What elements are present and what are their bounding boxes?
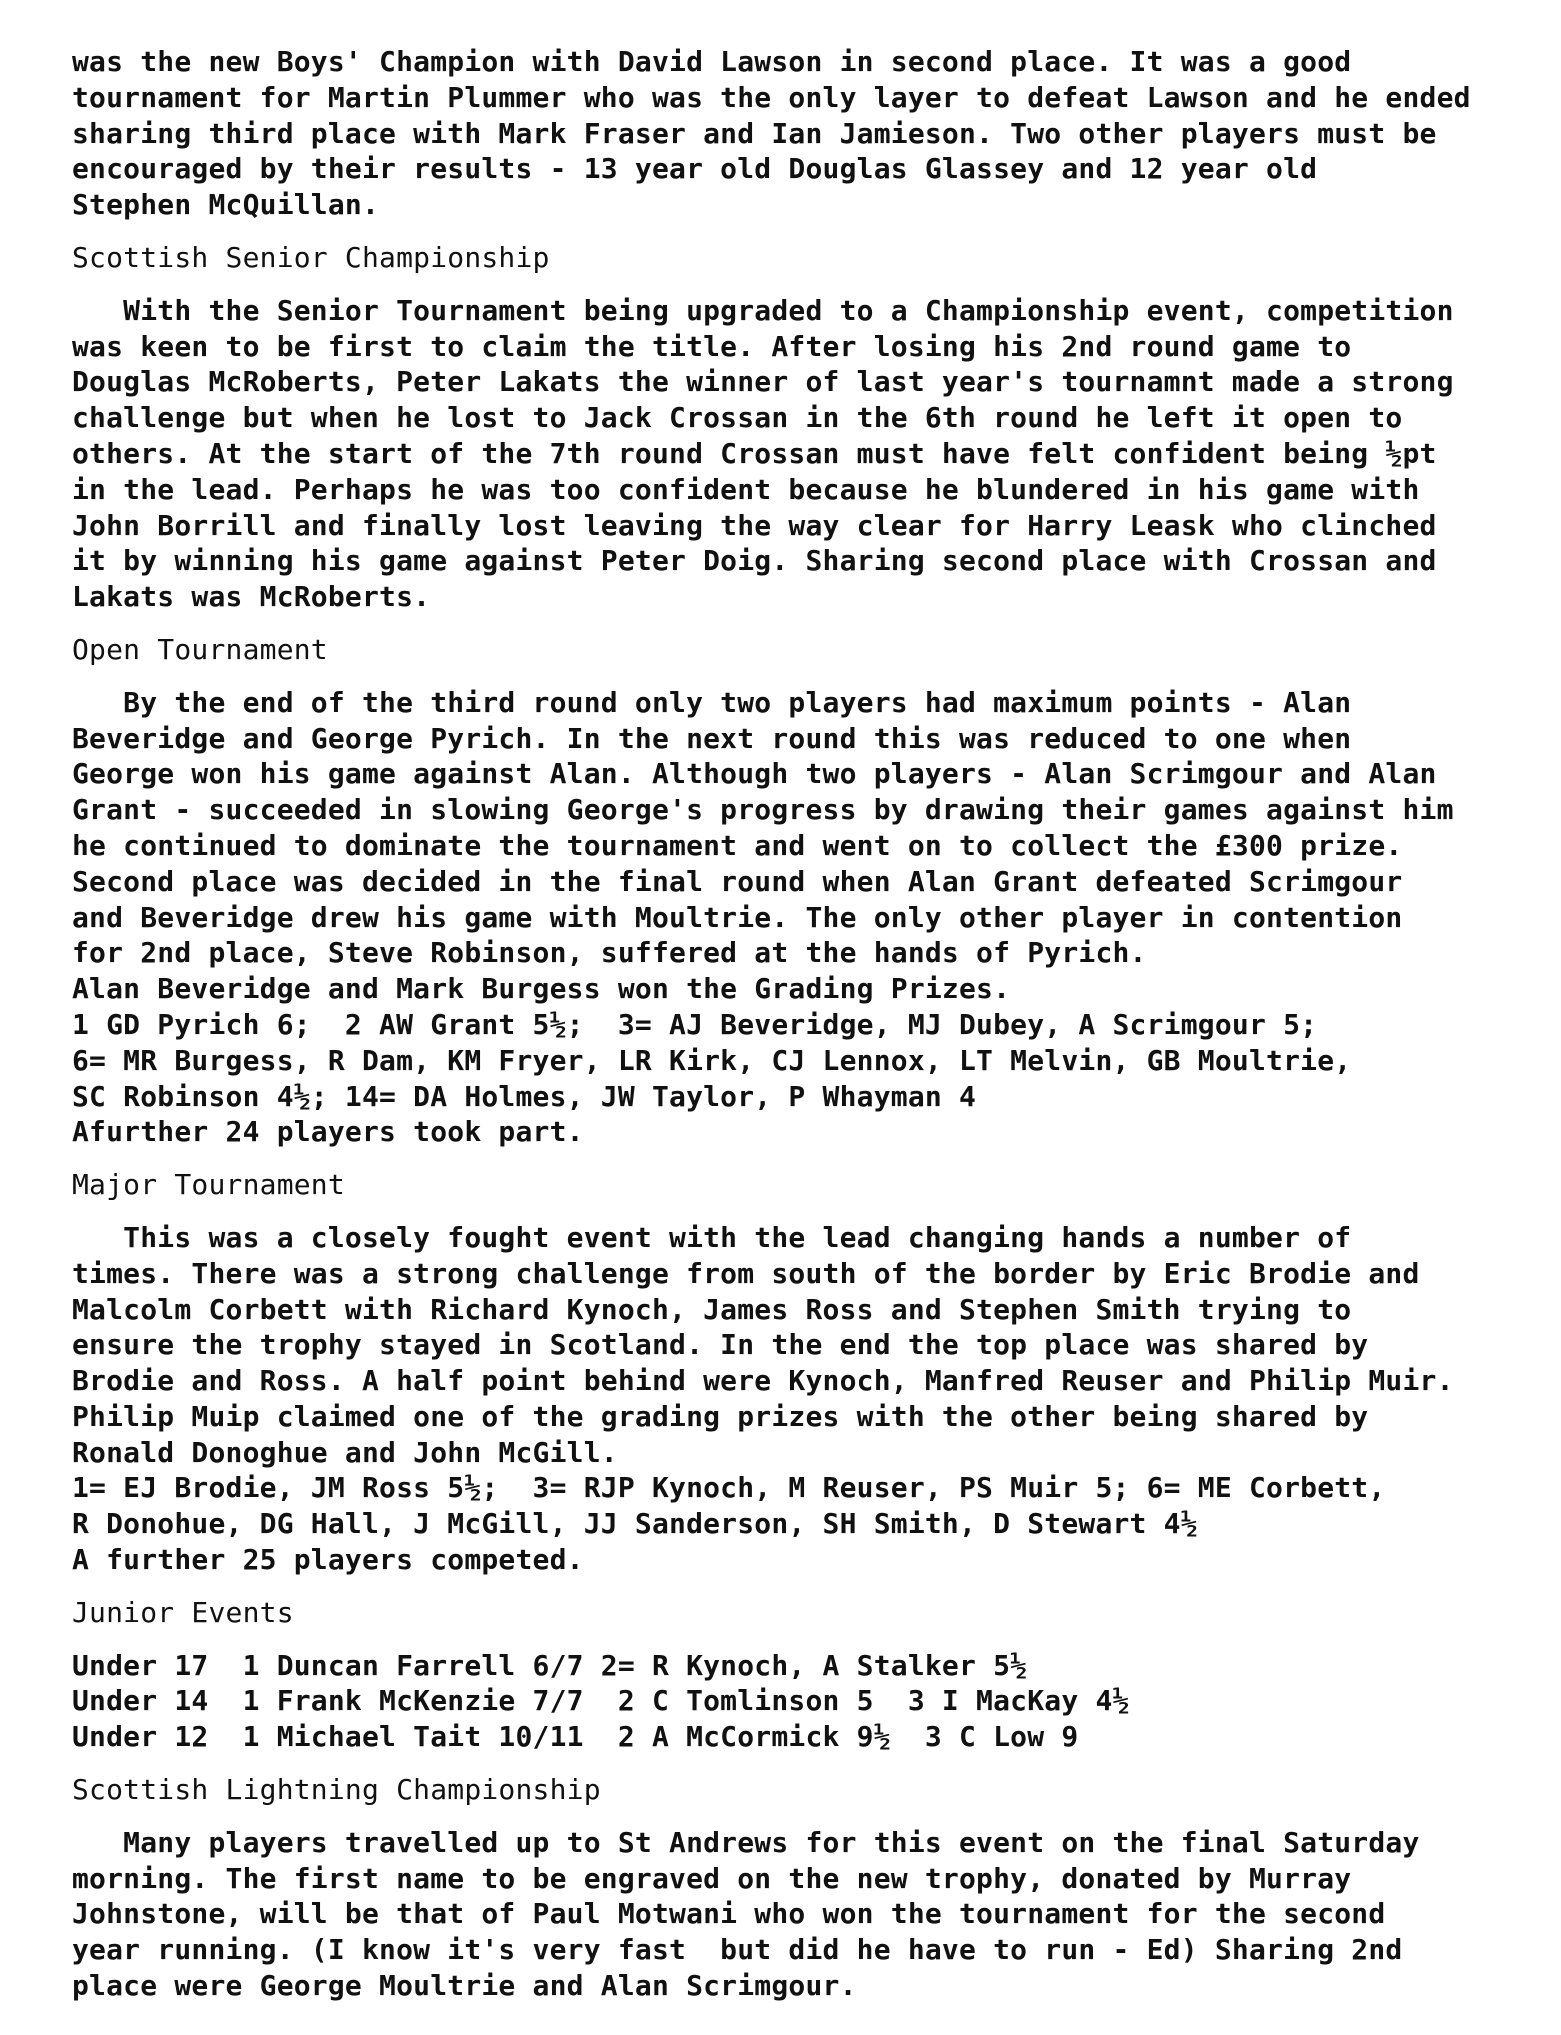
text-line: George won his game against Alan. Although two players - Alan Scrimgour and Alan — [72, 757, 1437, 791]
text-line: Beveridge and George Pyrich. In the next round this was reduced to one when — [72, 721, 1352, 755]
text-line: Grant - succeeded in slowing George's progress by drawing their games against him — [72, 793, 1454, 827]
text-line: encouraged by their results - 13 year old Douglas Glassey and 12 year old — [72, 152, 1318, 186]
text-line: tournament for Martin Plummer who was the only layer to defeat Lawson and he ended — [72, 80, 1471, 114]
result-line: Under 17 1 Duncan Farrell 6/7 2= R Kynoch, A Stalker 5½ — [72, 1648, 1028, 1682]
text-line: Douglas McRoberts, Peter Lakats the winner of last year's tournamnt made a strong — [72, 365, 1454, 399]
text-line: he continued to dominate the tournament and went on to collect the £300 prize. — [72, 828, 1403, 862]
result-line: 1= EJ Brodie, JM Ross 5½; 3= RJP Kynoch, M Reuser, PS Muir 5; 6= ME Corbett, — [72, 1471, 1386, 1505]
section-heading-major: Major Tournament — [72, 1168, 345, 1202]
text-line: for 2nd place, Steve Robinson, suffered at the hands of Pyrich. — [72, 936, 1147, 970]
section-heading-senior: Scottish Senior Championship — [72, 240, 550, 274]
text-line: times. There was a strong challenge from south of the border by Eric Brodie and — [72, 1256, 1420, 1290]
text-line: place were George Moultrie and Alan Scrimgour. — [72, 1969, 857, 2003]
result-line: R Donohue, DG Hall, J McGill, JJ Sanderson, SH Smith, D Stewart 4½ — [72, 1507, 1198, 1541]
text-line: Johnstone, will be that of Paul Motwani who won the tournament for the second — [72, 1897, 1386, 1931]
section-heading-lightning: Scottish Lightning Championship — [72, 1773, 601, 1807]
text-line: By the end of the third round only two players had maximum points - Alan — [72, 685, 1352, 719]
text-line: Ronald Donoghue and John McGill. — [72, 1435, 618, 1469]
text-line: Philip Muip claimed one of the grading prizes with the other being shared by — [72, 1399, 1369, 1433]
text-line: With the Senior Tournament being upgraded to a Championship event, competition — [72, 293, 1454, 327]
section-heading-junior: Junior Events — [72, 1595, 294, 1629]
text-line: in the lead. Perhaps he was too confident because he blundered in his game with — [72, 472, 1420, 506]
text-line: challenge but when he lost to Jack Crossan in the 6th round he left it open to — [72, 401, 1403, 435]
text-line: This was a closely fought event with the lead changing hands a number of — [72, 1220, 1352, 1254]
text-line: year running. (I know it's very fast but did he have to run - Ed) Sharing 2nd — [72, 1933, 1403, 1967]
text-line: sharing third place with Mark Fraser and Ian Jamieson. Two other players must be — [72, 116, 1437, 150]
text-line: ensure the trophy stayed in Scotland. In the end the top place was shared by — [72, 1328, 1369, 1362]
text-line: Lakats was McRoberts. — [72, 580, 431, 614]
text-line: others. At the start of the 7th round Crossan must have felt confident being ½pt — [72, 436, 1437, 470]
text-line: Second place was decided in the final round when Alan Grant defeated Scrimgour — [72, 864, 1403, 898]
result-line: 6= MR Burgess, R Dam, KM Fryer, LR Kirk, CJ Lennox, LT Melvin, GB Moultrie, — [72, 1043, 1352, 1077]
text-line: was keen to be first to claim the title. After losing his 2nd round game to — [72, 329, 1352, 363]
result-line: 1 GD Pyrich 6; 2 AW Grant 5½; 3= AJ Beveridge, MJ Dubey, A Scrimgour 5; — [72, 1007, 1318, 1041]
senior-paragraph — [72, 293, 1512, 615]
junior-results — [72, 1648, 1512, 1755]
text-line: Stephen McQuillan. — [72, 188, 380, 222]
text-line: was the new Boys' Champion with David Lawson in second place. It was a good — [72, 45, 1352, 78]
lightning-paragraph — [72, 1825, 1512, 2004]
boys-paragraph — [72, 44, 1512, 223]
text-line: Brodie and Ross. A half point behind were Kynoch, Manfred Reuser and Philip Muir. — [72, 1364, 1454, 1398]
section-heading-open: Open Tournament — [72, 632, 328, 666]
major-paragraph — [72, 1220, 1512, 1578]
document-page — [72, 44, 1512, 2004]
text-line: A further 25 players competed. — [72, 1543, 584, 1577]
text-line: morning. The first name to be engraved on the new trophy, donated by Murray — [72, 1861, 1352, 1895]
result-line: Under 14 1 Frank McKenzie 7/7 2 C Tomlinson 5 3 I MacKay 4½ — [72, 1684, 1130, 1718]
result-line: SC Robinson 4½; 14= DA Holmes, JW Taylor, P Whayman 4 — [72, 1079, 977, 1113]
text-line: it by winning his game against Peter Doig. Sharing second place with Crossan and — [72, 544, 1437, 578]
text-line: Afurther 24 players took part. — [72, 1115, 584, 1149]
text-line: Malcolm Corbett with Richard Kynoch, James Ross and Stephen Smith trying to — [72, 1292, 1352, 1326]
text-line: John Borrill and finally lost leaving the way clear for Harry Leask who clinched — [72, 508, 1437, 542]
open-paragraph — [72, 685, 1512, 1150]
text-line: Alan Beveridge and Mark Burgess won the Grading Prizes. — [72, 972, 1011, 1006]
result-line: Under 12 1 Michael Tait 10/11 2 A McCormick 9½ 3 C Low 9 — [72, 1720, 1079, 1754]
text-line: Many players travelled up to St Andrews for this event on the final Saturday — [72, 1825, 1420, 1859]
text-line: and Beveridge drew his game with Moultrie. The only other player in contention — [72, 900, 1403, 934]
